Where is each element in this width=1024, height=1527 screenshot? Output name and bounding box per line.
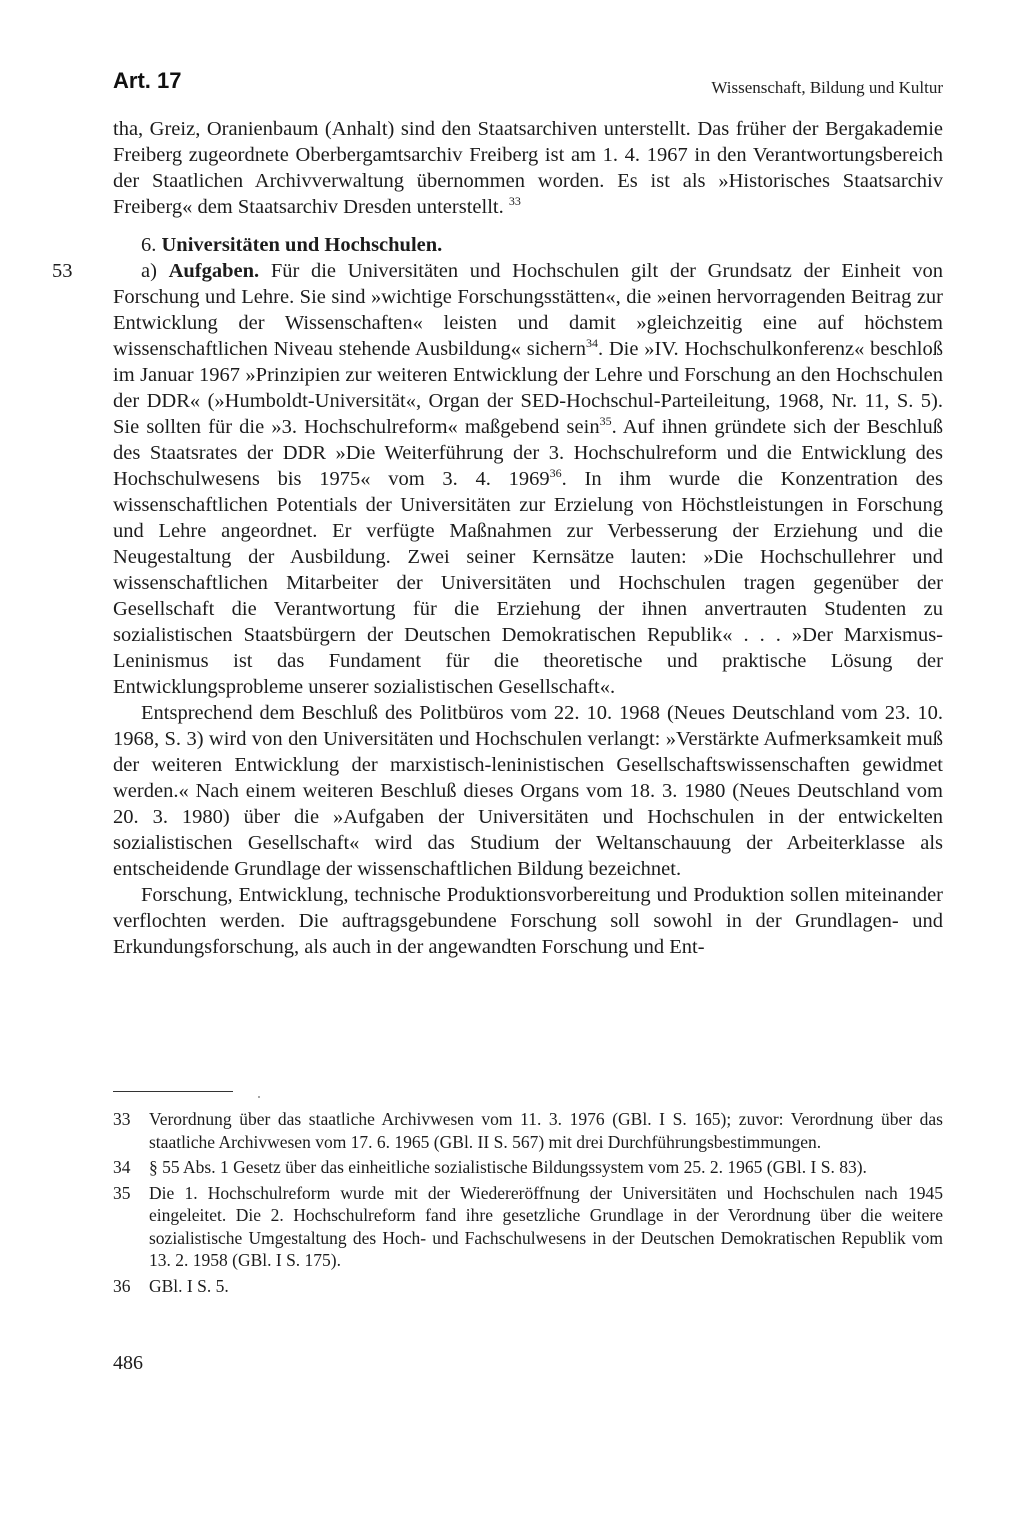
footnote-ref-34: 34 xyxy=(585,336,598,350)
section-title: Universitäten und Hochschulen. xyxy=(161,234,443,256)
footnotes xyxy=(113,1108,943,1300)
paragraph-text: . Auf ihnen gründete sich der Beschluß des Staatsrates der DDR »Die Weiterführung der 3. Hochschulreform und die Entwicklung des Hochschulwesens bis 1975« vom 3. 4. 1969 xyxy=(113,416,943,490)
print-speck xyxy=(258,1096,260,1098)
footnote xyxy=(113,1182,943,1272)
footnote-number: 36 xyxy=(113,1275,131,1296)
paragraph-politbuero: Entsprechend dem Beschluß des Politbüros vom 22. 10. 1968 (Neues Deutschland vom 23. 10. 1968, S. 3) wird von den Universitäten und Hochschulen verlangt: »Verstärkte Aufmerksamkeit muß der weiteren Entwicklung der marxistisch-leninistischen Gesellschaftswissenschaften gewidmet werden.« Nach einem weiteren Beschluß dieses Organs vom 18. 3. 1980 (Neues Deutschland vom 20. 3. 1980) über die »Aufgaben der Universitäten und Hochschulen in der entwickelten sozialistischen Gesellschaft« wird das Studium der Weltanschauung der Arbeiterklasse als entscheidende Grundlage der wissenschaftlichen Bildung bezeichnet. xyxy=(113,702,943,880)
intro-text: tha, Greiz, Oranienbaum (Anhalt) sind den Staatsarchiven unterstellt. Das früher der Bergakademie Freiberg zugeordnete Oberbergamtsarchiv Freiberg ist am 1. 4. 1967 in den Verantwortungsbereich der Staatlichen Archivverwaltung übernommen worden. Es ist als »Historisches Staatsarchiv Freiberg« dem Staatsarchiv Dresden unterstellt. xyxy=(113,118,943,218)
subsection-title: Aufgaben. xyxy=(168,260,260,282)
page-number: 486 xyxy=(113,1352,143,1374)
footnote-number: 34 xyxy=(113,1157,131,1177)
footnote-ref-36: 36 xyxy=(549,466,562,480)
article-label: Art. 17 xyxy=(113,68,182,93)
footnote-separator xyxy=(113,1091,233,1092)
subsection-label: a) xyxy=(141,260,157,282)
footnote-text: § 55 Abs. 1 Gesetz über das einheitliche sozialistische Bildungssystem vom 25. 2. 1965 (GBl. I S. 83). xyxy=(149,1157,867,1177)
footnote xyxy=(113,1275,943,1298)
page-header xyxy=(113,66,943,102)
paragraph-text: Für die Universitäten und Hochschulen gilt der Grundsatz der Einheit von Forschung und Lehre. Sie sind »wichtige Forschungsstätten«, die »einen hervorragenden Beitrag zur Entwicklung der Wissenschaften« leisten und damit »gleichzeitig eine auf höchstem wissenschaftlichen Niveau stehende Ausbildung« sichern xyxy=(113,260,943,360)
section-heading xyxy=(113,232,943,258)
paragraph-text: . Die »IV. Hochschulkonferenz« beschloß im Januar 1967 »Prinzipien zur weiteren Entwicklung der Lehre und Forschung an den Hochschulen der DDR« (»Humboldt-Universität«, Organ der SED-Hochschul-Parteileitung, 1968, Nr. 11, S. 5). Sie sollten für die »3. Hochschulreform« maßgebend sein xyxy=(113,338,943,438)
footnote-text: Verordnung über das staatliche Archivwesen vom 11. 3. 1976 (GBl. I S. 165); zuvor: Verordnung über das staatliche Archivwesen vom 17. 6. 1965 (GBl. II S. 567) mit drei Durchführungsbestimmungen. xyxy=(149,1109,943,1152)
footnote-text: GBl. I S. 5. xyxy=(149,1275,229,1296)
paragraph-text: . In ihm wurde die Konzentration des wissenschaftlichen Potentials der Universitäten zur Erzielung von Höchstleistungen in Forschung und Lehre angeordnet. Er verfügte Maßnahmen zur Verbesserung der Erziehung und die Neugestaltung der Ausbildung. Zwei seiner Kernsätze lauten: »Die Hochschullehrer und wissenschaftlichen Mitarbeiter der Universitäten und Hochschulen tragen gegenüber der Gesellschaft die Verantwortung für die Erziehung der ihnen anvertrauten Studenten zu sozialistischen Staatsbürgern der Deutschen Demokratischen Republik« . . . »Der Marxismus-Leninismus ist das Fundament für die theoretische und praktische Lösung der Entwicklungsprobleme unserer sozialistischen Gesellschaft«. xyxy=(113,468,943,698)
footnote-text: Die 1. Hochschulreform wurde mit der Wiedereröffnung der Universitäten und Hochschulen nach 1945 eingeleitet. Die 2. Hochschulreform fand ihre gesetzliche Grundlage in der Verordnung über die weitere sozialistische Umgestaltung des Hoch- und Fachschulwesens in der Deutschen Demokratischen Republik vom 13. 2. 1958 (GBl. I S. 175). xyxy=(149,1182,943,1270)
aufgaben-paragraph xyxy=(113,258,943,700)
footnote-ref-35: 35 xyxy=(599,414,612,428)
footnote xyxy=(113,1156,943,1179)
footnote-ref-33: 33 xyxy=(508,194,521,208)
paragraph-forschung: Forschung, Entwicklung, technische Produktionsvorbereitung und Produktion sollen miteinander verflochten werden. Die auftragsgebundene Forschung soll sowohl in der Grundlagen- und Erkundungsforschung, als auch in der angewandten Forschung und Ent- xyxy=(113,884,943,958)
margin-number: 53 xyxy=(52,260,73,282)
footnote-number: 35 xyxy=(113,1182,131,1203)
section-number: 6. xyxy=(141,234,157,256)
paragraph-53 xyxy=(52,258,943,700)
footnote-number: 33 xyxy=(113,1109,131,1129)
running-title: Wissenschaft, Bildung und Kultur xyxy=(711,78,943,97)
main-text xyxy=(52,116,943,960)
intro-paragraph xyxy=(113,116,943,220)
footnote xyxy=(113,1108,943,1153)
